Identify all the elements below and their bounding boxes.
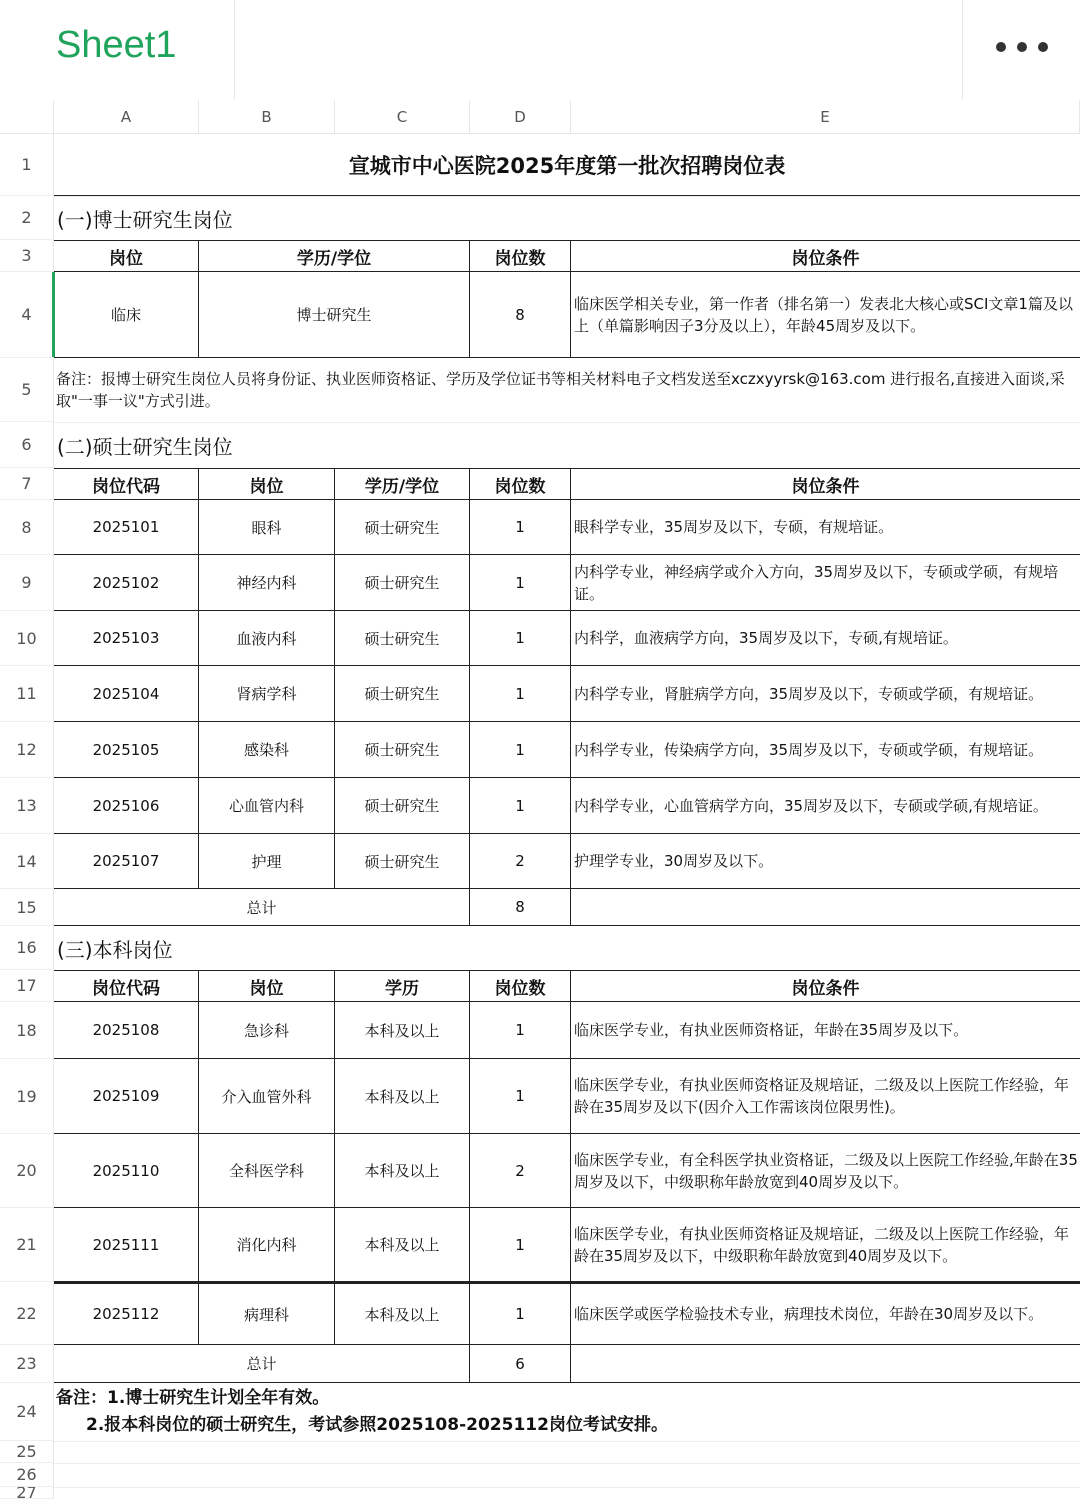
cell-post[interactable]: 神经内科: [199, 555, 335, 611]
cell-code[interactable]: 2025104: [54, 666, 199, 722]
cell-post[interactable]: 心血管内科: [199, 778, 335, 834]
header-count[interactable]: 岗位数: [470, 970, 571, 1002]
column-header-e[interactable]: E: [571, 100, 1080, 134]
row-header[interactable]: 27: [0, 1487, 54, 1499]
cell-degree[interactable]: 本科及以上: [335, 1282, 470, 1345]
cell-conditions[interactable]: 临床医学专业，有执业医师资格证及规培证，二级及以上医院工作经验，年龄在35周岁及以下(因介入工作需该岗位限男性)。: [571, 1059, 1080, 1134]
row-header[interactable]: 10: [0, 611, 54, 666]
more-options-button[interactable]: [962, 0, 1080, 100]
cell-count[interactable]: 1: [470, 611, 571, 666]
cell-conditions[interactable]: 内科学，血液病学方向，35周岁及以下，专硕,有规培证。: [571, 611, 1080, 666]
row-header[interactable]: 9: [0, 555, 54, 611]
cell-post[interactable]: 护理: [199, 834, 335, 889]
cell-degree[interactable]: 硕士研究生: [335, 555, 470, 611]
header-post[interactable]: 岗位: [199, 468, 335, 500]
header-conditions[interactable]: 岗位条件: [571, 970, 1080, 1002]
cell-count[interactable]: 1: [470, 1208, 571, 1282]
header-degree[interactable]: 学历/学位: [335, 468, 470, 500]
corner-header[interactable]: [0, 100, 54, 134]
cell-count[interactable]: 1: [470, 555, 571, 611]
cell-conditions[interactable]: 临床医学专业，有执业医师资格证及规培证，二级及以上医院工作经验，年龄在35周岁及以下，中级职称年龄放宽到40周岁及以下。: [571, 1208, 1080, 1282]
more-dots-icon: [1017, 42, 1027, 52]
row-header[interactable]: 13: [0, 778, 54, 834]
sheet-tab[interactable]: [0, 0, 235, 100]
column-header-b[interactable]: B: [199, 100, 335, 134]
header-degree[interactable]: 学历/学位: [199, 240, 470, 272]
column-header-d[interactable]: D: [470, 100, 571, 134]
cell-count[interactable]: 2: [470, 834, 571, 889]
header-post[interactable]: 岗位: [54, 240, 199, 272]
row-header[interactable]: 18: [0, 1002, 54, 1059]
header-post[interactable]: 岗位: [199, 970, 335, 1002]
cell-post[interactable]: 临床: [54, 272, 199, 358]
total-label[interactable]: 总计: [54, 1345, 470, 1383]
row-header[interactable]: 20: [0, 1134, 54, 1208]
cell-conditions[interactable]: 内科学专业，神经病学或介入方向，35周岁及以下，专硕或学硕，有规培证。: [571, 555, 1080, 611]
cell-conditions[interactable]: 临床医学相关专业，第一作者（排名第一）发表北大核心或SCI文章1篇及以上（单篇影响因子3分及以上），年龄45周岁及以下。: [571, 272, 1080, 358]
row-header[interactable]: 3: [0, 240, 54, 272]
total-empty[interactable]: [571, 889, 1080, 926]
header-conditions[interactable]: 岗位条件: [571, 468, 1080, 500]
footnote-line-2: 2.报本科岗位的硕士研究生，考试参照2025108-2025112岗位考试安排。: [86, 1415, 668, 1435]
doctoral-note[interactable]: 备注：报博士研究生岗位人员将身份证、执业医师资格证、学历及学位证书等相关材料电子文档发送至xczxyyrsk@163.com 进行报名,直接进入面谈,采取"一事一议"方式引进。: [56, 370, 1065, 410]
cell-degree[interactable]: 本科及以上: [335, 1208, 470, 1282]
cell-post[interactable]: 消化内科: [199, 1208, 335, 1282]
cell-count[interactable]: 1: [470, 722, 571, 778]
cell-code[interactable]: 2025103: [54, 611, 199, 666]
cell-degree[interactable]: 博士研究生: [199, 272, 470, 358]
cell-code[interactable]: 2025110: [54, 1134, 199, 1208]
cell-count[interactable]: 1: [470, 500, 571, 555]
cell-conditions[interactable]: 眼科学专业，35周岁及以下，专硕，有规培证。: [571, 500, 1080, 555]
header-conditions[interactable]: 岗位条件: [571, 240, 1080, 272]
more-dots-icon: [1038, 42, 1048, 52]
header-code[interactable]: 岗位代码: [54, 970, 199, 1002]
cell-degree[interactable]: 硕士研究生: [335, 722, 470, 778]
cell-post[interactable]: 介入血管外科: [199, 1059, 335, 1134]
cell-post[interactable]: 感染科: [199, 722, 335, 778]
cell-count[interactable]: 2: [470, 1134, 571, 1208]
cell-code[interactable]: 2025102: [54, 555, 199, 611]
column-header-c[interactable]: C: [335, 100, 470, 134]
row-header[interactable]: 1: [0, 134, 54, 196]
row-header[interactable]: 19: [0, 1059, 54, 1134]
row-header[interactable]: 5: [0, 358, 54, 422]
more-dots-icon: [996, 42, 1006, 52]
cell-conditions[interactable]: 内科学专业，传染病学方向，35周岁及以下，专硕或学硕，有规培证。: [571, 722, 1080, 778]
cell-degree[interactable]: 硕士研究生: [335, 611, 470, 666]
row-header[interactable]: 23: [0, 1345, 54, 1383]
cell-count[interactable]: 1: [470, 1002, 571, 1059]
cell-degree[interactable]: 本科及以上: [335, 1002, 470, 1059]
cell-count[interactable]: 1: [470, 666, 571, 722]
cell-conditions[interactable]: 临床医学专业，有执业医师资格证，年龄在35周岁及以下。: [571, 1002, 1080, 1059]
cell-conditions[interactable]: 临床医学或医学检验技术专业，病理技术岗位，年龄在30周岁及以下。: [571, 1282, 1080, 1345]
row-header[interactable]: 24: [0, 1383, 54, 1441]
row-header[interactable]: 14: [0, 834, 54, 889]
row-header[interactable]: 25: [0, 1441, 54, 1463]
cell-code[interactable]: 2025101: [54, 500, 199, 555]
footnote-line-1: 备注：1.博士研究生计划全年有效。: [56, 1388, 330, 1408]
cell-code[interactable]: 2025112: [54, 1282, 199, 1345]
row-header[interactable]: 26: [0, 1463, 54, 1487]
cell-code[interactable]: 2025107: [54, 834, 199, 889]
cell-degree[interactable]: 硕士研究生: [335, 500, 470, 555]
row-header[interactable]: 11: [0, 666, 54, 722]
cell-count[interactable]: 8: [470, 272, 571, 358]
header-code[interactable]: 岗位代码: [54, 468, 199, 500]
cell-degree[interactable]: 本科及以上: [335, 1059, 470, 1134]
cell-degree[interactable]: 硕士研究生: [335, 778, 470, 834]
header-count[interactable]: 岗位数: [470, 240, 571, 272]
cell-post[interactable]: 急诊科: [199, 1002, 335, 1059]
row-header[interactable]: 2: [0, 196, 54, 240]
sheet-name: Sheet1: [56, 24, 177, 66]
cell-degree[interactable]: 本科及以上: [335, 1134, 470, 1208]
row-header[interactable]: 17: [0, 970, 54, 1002]
cell-post[interactable]: 眼科: [199, 500, 335, 555]
cell-count[interactable]: 1: [470, 1282, 571, 1345]
cell-code[interactable]: 2025106: [54, 778, 199, 834]
cell-post[interactable]: 病理科: [199, 1282, 335, 1345]
cell-count[interactable]: 1: [470, 778, 571, 834]
total-count[interactable]: 8: [470, 889, 571, 926]
sheet-topbar: [0, 0, 1080, 101]
row-header[interactable]: 12: [0, 722, 54, 778]
section-heading-bachelor[interactable]: (三)本科岗位: [57, 937, 173, 962]
row-header[interactable]: 7: [0, 468, 54, 500]
total-empty[interactable]: [571, 1345, 1080, 1383]
section-heading-doctoral[interactable]: (一)博士研究生岗位: [57, 207, 233, 232]
cell-code[interactable]: 2025111: [54, 1208, 199, 1282]
row-header[interactable]: 8: [0, 500, 54, 555]
column-header-a[interactable]: A: [54, 100, 199, 134]
cell-post[interactable]: 肾病学科: [199, 666, 335, 722]
cell-conditions[interactable]: 内科学专业，肾脏病学方向，35周岁及以下，专硕或学硕，有规培证。: [571, 666, 1080, 722]
row-header[interactable]: 4: [0, 272, 54, 358]
cell-degree[interactable]: 硕士研究生: [335, 834, 470, 889]
cell-post[interactable]: 全科医学科: [199, 1134, 335, 1208]
total-count[interactable]: 6: [470, 1345, 571, 1383]
row-header[interactable]: 21: [0, 1208, 54, 1282]
cell-count[interactable]: 1: [470, 1059, 571, 1134]
cell-conditions[interactable]: 护理学专业，30周岁及以下。: [571, 834, 1080, 889]
header-count[interactable]: 岗位数: [470, 468, 571, 500]
header-degree[interactable]: 学历: [335, 970, 470, 1002]
cell-degree[interactable]: 硕士研究生: [335, 666, 470, 722]
cell-conditions[interactable]: 临床医学专业，有全科医学执业资格证，二级及以上医院工作经验,年龄在35周岁及以下，中级职称年龄放宽到40周岁及以下。: [571, 1134, 1080, 1208]
cell-code[interactable]: 2025109: [54, 1059, 199, 1134]
table-title[interactable]: 宣城市中心医院2025年度第一批次招聘岗位表: [54, 134, 1080, 196]
row-header[interactable]: 15: [0, 889, 54, 926]
row-header[interactable]: 6: [0, 422, 54, 468]
total-label[interactable]: 总计: [54, 889, 470, 926]
cell-code[interactable]: 2025105: [54, 722, 199, 778]
cell-code[interactable]: 2025108: [54, 1002, 199, 1059]
section-heading-master[interactable]: (二)硕士研究生岗位: [57, 434, 233, 459]
row-header[interactable]: 22: [0, 1282, 54, 1345]
cell-conditions[interactable]: 内科学专业，心血管病学方向，35周岁及以下，专硕或学硕,有规培证。: [571, 778, 1080, 834]
row-header[interactable]: 16: [0, 926, 54, 970]
footnote[interactable]: [54, 1383, 1080, 1441]
cell-post[interactable]: 血液内科: [199, 611, 335, 666]
